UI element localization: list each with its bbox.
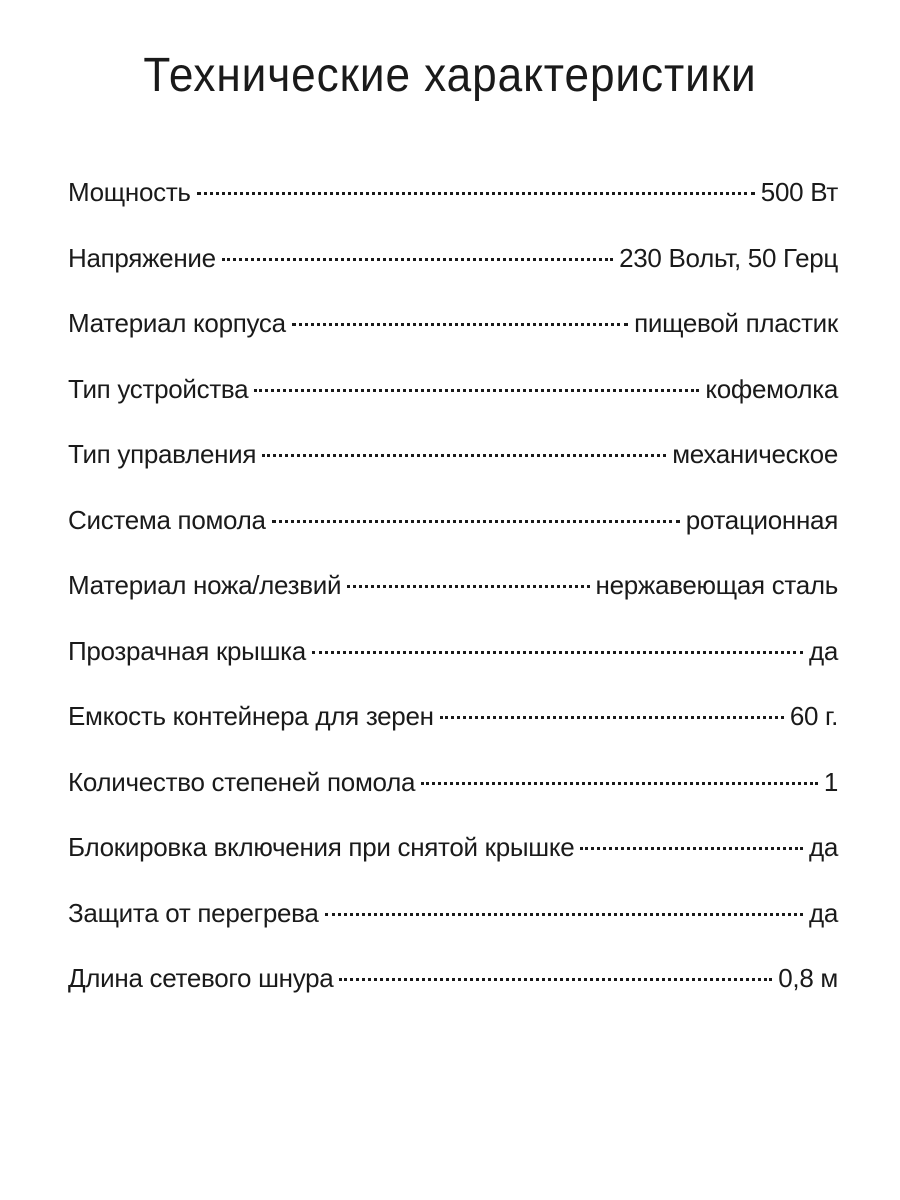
- spec-row-overheat-protection: [68, 891, 838, 957]
- dot-leader: [347, 585, 589, 588]
- spec-label: Емкость контейнера для зерен: [68, 701, 434, 731]
- spec-row-grind-levels: [68, 760, 838, 826]
- spec-label: Материал корпуса: [68, 308, 286, 338]
- spec-label: Блокировка включения при снятой крышке: [68, 832, 575, 862]
- spec-value: да: [808, 635, 838, 666]
- spec-value: 230 Вольт, 50 Герц: [619, 242, 838, 273]
- page-title: Технические характеристики: [143, 49, 757, 102]
- spec-row-body-material: [68, 301, 838, 367]
- dot-leader: [580, 847, 803, 850]
- spec-value: механическое: [672, 439, 838, 469]
- spec-value: пищевой пластик: [634, 308, 838, 338]
- spec-label: Тип устройства: [68, 373, 249, 404]
- spec-row-control-type: [68, 432, 838, 498]
- spec-row-cord-length: [68, 956, 838, 1022]
- dot-leader: [262, 454, 666, 457]
- spec-label: Тип управления: [68, 439, 257, 469]
- dot-leader: [440, 716, 784, 719]
- spec-label: Мощность: [68, 177, 191, 207]
- spec-row-device-type: [68, 367, 838, 433]
- dot-leader: [197, 192, 755, 195]
- dot-leader: [325, 913, 803, 916]
- spec-value: 1: [823, 766, 838, 797]
- dot-leader: [254, 389, 699, 392]
- spec-value: 500 Вт: [760, 177, 838, 207]
- spec-label: Защита от перегрева: [68, 897, 319, 928]
- spec-label: Напряжение: [68, 242, 216, 273]
- spec-value: ротационная: [685, 504, 838, 535]
- spec-value: да: [808, 832, 838, 862]
- dot-leader: [292, 323, 628, 326]
- dot-leader: [339, 978, 772, 981]
- spec-value: нержавеющая сталь: [595, 570, 838, 600]
- spec-label: Материал ножа/лезвий: [68, 570, 342, 600]
- spec-row-blade-material: [68, 563, 838, 629]
- spec-value: да: [808, 897, 838, 928]
- spec-label: Прозрачная крышка: [68, 635, 306, 666]
- spec-row-voltage: [68, 236, 838, 302]
- spec-row-transparent-lid: [68, 629, 838, 695]
- dot-leader: [421, 782, 818, 785]
- spec-label: Количество степеней помола: [68, 766, 416, 797]
- spec-label: Длина сетевого шнура: [68, 963, 334, 993]
- spec-list: [68, 170, 838, 1022]
- dot-leader: [222, 258, 613, 261]
- dot-leader: [312, 651, 803, 654]
- spec-label: Система помола: [68, 504, 266, 535]
- spec-row-power: [68, 170, 838, 236]
- spec-value: 60 г.: [789, 701, 838, 731]
- spec-row-grinding-system: [68, 498, 838, 564]
- spec-row-bean-capacity: [68, 694, 838, 760]
- spec-value: кофемолка: [705, 373, 838, 404]
- dot-leader: [272, 520, 680, 523]
- spec-row-lid-lock: [68, 825, 838, 891]
- spec-value: 0,8 м: [778, 963, 838, 993]
